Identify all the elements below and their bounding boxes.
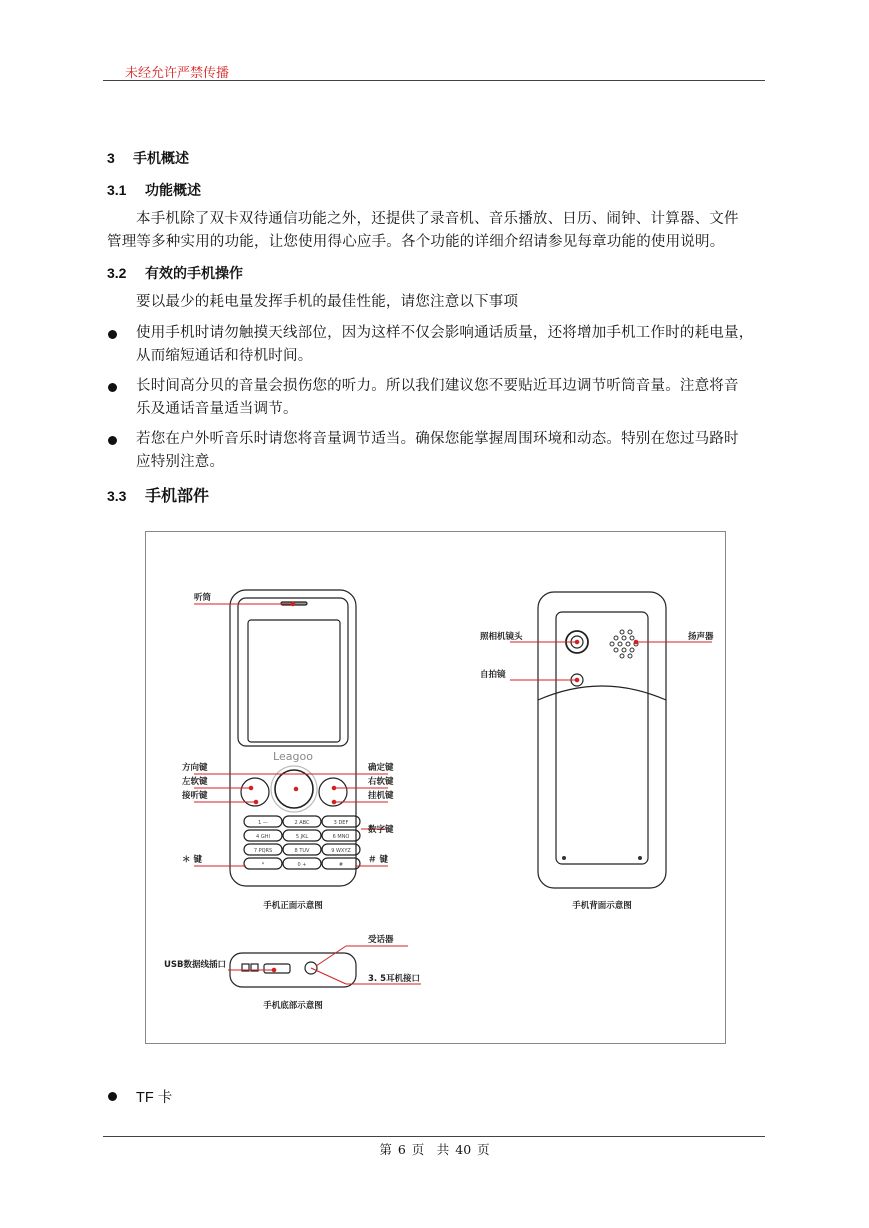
- label-usb: USB数据线插口: [164, 960, 227, 970]
- label-number-keys: 数字键: [368, 825, 394, 835]
- callout-dot: [634, 640, 638, 644]
- bullet-line: 长时间高分贝的音量会损伤您的听力。所以我们建议您不要贴近耳边调节听筒音量。注意将音: [136, 378, 739, 394]
- back-curve: [538, 686, 666, 700]
- header-rule: [103, 80, 765, 81]
- footer-suffix: 页: [477, 1142, 490, 1157]
- callout-dot: [249, 786, 253, 790]
- section-title: 手机部件: [145, 488, 210, 505]
- callout-dot: [272, 968, 276, 972]
- phone-back-body: [538, 592, 666, 888]
- svg-text:4 GHI: 4 GHI: [256, 834, 270, 840]
- svg-text:#: #: [338, 862, 344, 868]
- callout-dot: [575, 678, 579, 682]
- phone-screen: [248, 620, 340, 742]
- svg-text:1 —: 1 —: [258, 820, 268, 826]
- bullet-icon: [108, 436, 117, 445]
- label-star-key: ＊ 键: [182, 855, 202, 865]
- page-number: 6: [397, 1142, 406, 1157]
- bullet-line: 若您在户外听音乐时请您将音量调节适当。确保您能掌握周围环境和动态。特别在您过马路时: [136, 431, 739, 447]
- label-answer-key: 接听键: [182, 791, 208, 801]
- usb-port: [264, 964, 290, 973]
- label-selfie-mirror: 自拍镜: [480, 670, 506, 680]
- label-hash-key: ＃ 键: [368, 855, 388, 865]
- section-3-2-heading: [107, 263, 243, 283]
- caption-front: 手机正面示意图: [263, 901, 323, 911]
- label-camera: 照相机镜头: [480, 632, 523, 642]
- bullet-line: 乐及通话音量适当调节。: [136, 401, 298, 417]
- callout-dot: [575, 640, 579, 644]
- caption-bottom: 手机底部示意图: [263, 1001, 323, 1011]
- svg-text:2 ABC: 2 ABC: [294, 820, 310, 826]
- label-headphone: 3. 5耳机接口: [368, 974, 421, 984]
- section-title: 功能概述: [145, 182, 201, 198]
- label-confirm-key: 确定键: [368, 763, 394, 773]
- footer-prefix: 第: [379, 1142, 392, 1157]
- tf-card-item: TF 卡: [136, 1090, 173, 1106]
- section-3-1-heading: [107, 180, 201, 200]
- section-number: 3.2: [107, 265, 127, 281]
- total-pages: 40: [455, 1142, 472, 1157]
- callout-dot: [332, 786, 336, 790]
- confidential-notice: 未经允许严禁传播: [125, 66, 230, 81]
- paragraph-line: 本手机除了双卡双待通信功能之外，还提供了录音机、音乐播放、日历、闹钟、计算器、文件: [136, 211, 739, 227]
- svg-text:7 PQRS: 7 PQRS: [253, 848, 273, 854]
- label-hangup-key: 挂机键: [368, 791, 394, 801]
- phone-parts-figure: [145, 531, 726, 1044]
- page-footer: [0, 1140, 869, 1158]
- svg-text:3 DEF: 3 DEF: [333, 820, 349, 826]
- label-left-soft: 左软键: [182, 777, 208, 787]
- section-title: 手机概述: [133, 150, 189, 166]
- svg-text:6 MNO: 6 MNO: [332, 834, 350, 840]
- speaker-grille: [610, 630, 638, 658]
- callout-dot: [332, 800, 336, 804]
- label-earpiece: 听筒: [194, 593, 212, 603]
- callout-line: [311, 968, 346, 984]
- bullet-icon: [108, 1092, 117, 1101]
- section-3-3-heading: [107, 483, 209, 506]
- section-number: 3.3: [107, 488, 127, 504]
- section-number: 3: [107, 150, 115, 166]
- callout-dot: [294, 787, 298, 791]
- section-3-heading: [107, 148, 189, 168]
- footer-rule: [103, 1136, 765, 1137]
- bullet-line: 从而缩短通话和待机时间。: [136, 348, 313, 364]
- brand-logo: Leagoo: [273, 750, 313, 763]
- section-title: 有效的手机操作: [145, 265, 243, 281]
- intro-text: 要以最少的耗电量发挥手机的最佳性能，请您注意以下事项: [136, 294, 519, 310]
- screws: [562, 856, 642, 860]
- footer-mid: 页 共: [411, 1142, 450, 1157]
- phone-diagram: [146, 532, 725, 1043]
- label-direction-key: 方向键: [182, 763, 208, 773]
- section-number: 3.1: [107, 182, 127, 198]
- svg-text:5 JKL: 5 JKL: [295, 834, 309, 840]
- label-right-soft: 右软键: [368, 777, 394, 787]
- svg-text:8 TUV: 8 TUV: [294, 848, 310, 854]
- svg-text:0 +: 0 +: [297, 862, 307, 868]
- bullet-line: 应特别注意。: [136, 454, 225, 470]
- label-receiver: 受话器: [368, 935, 394, 945]
- svg-text:*: *: [261, 862, 265, 868]
- bullet-icon: [108, 383, 117, 392]
- svg-text:9 WXYZ: 9 WXYZ: [331, 848, 351, 854]
- paragraph-line: 管理等多种实用的功能，让您使用得心应手。各个功能的详细介绍请参见每章功能的使用说明。: [107, 234, 725, 250]
- bullet-line: 使用手机时请勿触摸天线部位，因为这样不仅会影响通话质量，还将增加手机工作时的耗电量，: [136, 325, 754, 341]
- bullet-icon: [108, 330, 117, 339]
- callout-line: [316, 946, 346, 966]
- caption-back: 手机背面示意图: [572, 901, 632, 911]
- callout-dot: [254, 800, 258, 804]
- label-speaker: 扬声器: [688, 632, 714, 642]
- callout-dot: [291, 602, 295, 606]
